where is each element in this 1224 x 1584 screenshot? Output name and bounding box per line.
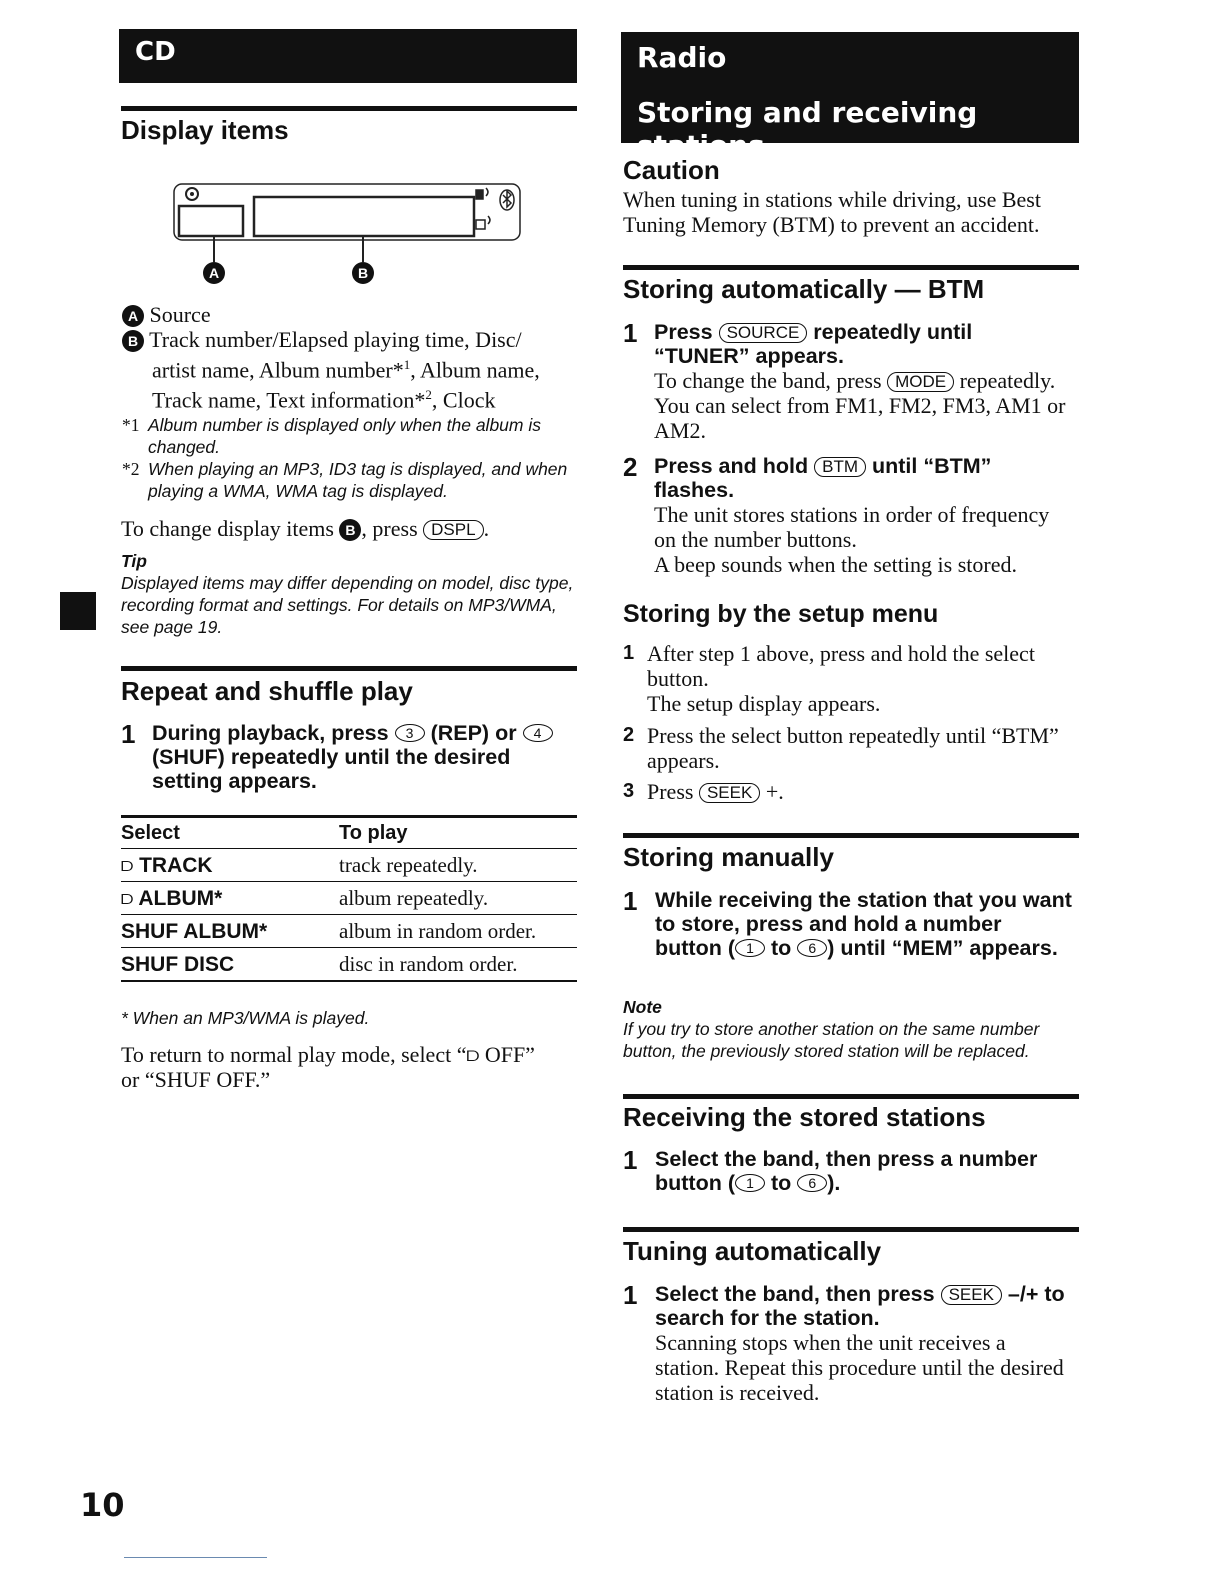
legend-text-b-2-tail: , Album name,: [410, 357, 540, 383]
step-number: 1: [623, 1280, 638, 1310]
select-value: TRACK: [139, 854, 213, 877]
section-rule: [623, 833, 1079, 838]
section-rule: [121, 106, 577, 111]
select-cell: [121, 849, 339, 882]
setup-item-3-b: +.: [765, 779, 784, 804]
bottom-edge-line: [124, 1557, 267, 1558]
setup-item-1-result: The setup display appears.: [647, 691, 881, 716]
display-legend: [122, 302, 582, 413]
button-6: 6: [797, 939, 827, 957]
footnote-ref-2: 2: [425, 387, 432, 403]
receiving-step-text: [655, 1147, 1073, 1195]
change-display-mid: , press: [361, 516, 418, 541]
manual-note: [623, 996, 1079, 1062]
section-rule: [623, 1094, 1079, 1099]
setup-item-number: 2: [623, 724, 635, 746]
legend-text-b-3-line: [122, 382, 582, 412]
btm-step-1-body: [654, 368, 1073, 443]
section-rule: [623, 1227, 1079, 1232]
btm-s2-body-1: The unit stores stations in order of frequency on the number buttons.: [654, 502, 1050, 552]
manual-step-1: [623, 888, 1073, 960]
note-text: If you try to store another station on the same number button, the previously stored station will be replaced.: [623, 1019, 1040, 1061]
change-display-end: .: [483, 516, 490, 541]
change-display-text: To change display items: [121, 516, 334, 541]
table-footnote: * When an MP3/WMA is played.: [121, 1008, 370, 1028]
repeat-shuffle-heading: Repeat and shuffle play: [121, 676, 413, 706]
setup-menu-heading: Storing by the setup menu: [623, 600, 939, 628]
button-3: 3: [395, 724, 425, 742]
repeat-step-c: (SHUF) repeatedly until the desired setting appears.: [152, 745, 511, 793]
note-label: Note: [623, 997, 662, 1017]
repeat-step-text: [152, 721, 577, 793]
select-cell: SHUF DISC: [121, 948, 339, 982]
receiving-s1-b: ).: [827, 1171, 841, 1195]
storing-receiving-title: Storing and receiving stations: [637, 96, 978, 162]
col-select-header: Select: [121, 817, 339, 849]
caution-heading: Caution: [623, 155, 720, 185]
btm-s1-a: Press: [654, 320, 713, 344]
repeat-icon: ⫐: [121, 887, 134, 910]
table-row: [121, 948, 577, 982]
table-row: [121, 849, 577, 882]
source-button: SOURCE: [719, 323, 808, 343]
change-display-line: [121, 516, 489, 541]
repeat-shuffle-table: [121, 815, 577, 982]
step-number: 1: [623, 318, 638, 348]
legend-text-b-3: Track name, Text information*: [152, 387, 426, 413]
play-cell: album in random order.: [339, 915, 577, 948]
legend-text-a: Source: [149, 302, 211, 327]
tip-block: [121, 550, 581, 638]
tuning-step-1: [623, 1282, 1073, 1405]
footnote-2-text: When playing an MP3, ID3 tag is displayed, and when playing a WMA, WMA tag is displayed.: [148, 459, 568, 501]
footnote-1-mark: *1: [122, 415, 140, 435]
status-icons: [476, 188, 514, 229]
receiving-stored-heading: Receiving the stored stations: [623, 1102, 986, 1132]
play-cell: disc in random order.: [339, 948, 577, 982]
btm-heading: Storing automatically — BTM: [623, 274, 985, 304]
cd-header-title: CD: [135, 37, 176, 67]
play-cell: album repeatedly.: [339, 882, 577, 915]
btm-s1-c: “TUNER” appears.: [654, 344, 844, 368]
button-1: 1: [735, 939, 765, 957]
repeat-icon: ⫐: [121, 854, 134, 877]
radio-header-title: Radio: [637, 41, 727, 74]
select-cell: SHUF ALBUM*: [121, 915, 339, 948]
btm-step-2-text: [654, 454, 1073, 502]
legend-text-b-2: artist name, Album number*: [152, 357, 404, 383]
legend-text-b-1: Track number/Elapsed playing time, Disc/: [149, 327, 522, 352]
tuning-s1-b: –/+ to search for the station.: [655, 1282, 1065, 1330]
footnote-2: [122, 458, 582, 502]
return-normal-text: [121, 1042, 581, 1092]
page-number: 10: [80, 1486, 125, 1524]
repeat-step-1: [121, 721, 577, 793]
setup-item-number: 1: [623, 642, 635, 664]
button-4: 4: [523, 724, 553, 742]
tuning-s1-a: Select the band, then press: [655, 1282, 935, 1306]
button-1: 1: [735, 1174, 765, 1192]
btm-s1-body-a: To change the band, press: [654, 368, 882, 393]
table-row: [121, 882, 577, 915]
btm-step-2-body: [654, 502, 1073, 577]
receiving-s1-to: to: [770, 1171, 792, 1195]
step-number: 2: [623, 452, 638, 482]
caution-text: When tuning in stations while driving, use Best Tuning Memory (BTM) to prevent an accident.: [623, 187, 1041, 237]
btm-s2-b: until “BTM”: [871, 454, 992, 478]
btm-step-1-text: [654, 320, 1073, 368]
dspl-button: DSPL: [423, 520, 483, 540]
footnote-2-mark: *2: [122, 459, 140, 479]
btm-s2-body-2: A beep sounds when the setting is stored.: [654, 552, 1017, 577]
footnote-ref-1: 1: [403, 357, 411, 372]
select-cell: [121, 882, 339, 915]
cd-header-bar: [119, 29, 577, 83]
btm-s1-b: repeatedly until: [813, 320, 973, 344]
display-main-window: [254, 197, 474, 236]
setup-item-number: 3: [623, 780, 635, 802]
tuning-step-body: Scanning stops when the unit receives a station. Repeat this procedure until the desired station is received.: [655, 1330, 1064, 1405]
display-source-window: [179, 206, 243, 236]
setup-item-3-a: Press: [647, 779, 694, 804]
repeat-step-b: (REP) or: [430, 721, 517, 745]
footnote-1-text: Album number is displayed only when the album is changed.: [148, 415, 541, 457]
manual-step-text: [655, 888, 1073, 960]
receiving-s1-a: Select the band, then press a number button (: [655, 1147, 1038, 1195]
change-display-badge-b: B: [339, 519, 361, 541]
section-rule: [121, 666, 577, 671]
setup-item-1: [623, 641, 1073, 716]
btm-s1-body-b: repeatedly. You can select from FM1, FM2, FM3, AM1 or AM2.: [654, 368, 1066, 443]
select-value: ALBUM*: [138, 887, 223, 910]
diagram-badge-a: A: [203, 262, 225, 284]
setup-menu-list: [623, 641, 1073, 804]
display-panel-outline: [174, 184, 520, 240]
setup-item-2-text: Press the select button repeatedly until “BTM” appears.: [647, 723, 1059, 773]
play-cell: track repeatedly.: [339, 849, 577, 882]
diagram-badge-b: B: [352, 262, 374, 284]
legend-badge-b: B: [122, 330, 144, 352]
legend-item-b: [122, 327, 582, 352]
storing-manually-heading: Storing manually: [623, 842, 834, 872]
step-number: 1: [121, 719, 136, 749]
repeat-step-a: During playback, press: [152, 721, 389, 745]
return-text-a: To return to normal play mode, select “: [121, 1042, 467, 1067]
setup-item-3: [623, 779, 1073, 804]
section-rule: [623, 265, 1079, 270]
tuning-step-text: [655, 1282, 1073, 1330]
seek-button: SEEK: [699, 783, 760, 803]
radio-header-bar: [621, 32, 1079, 162]
legend-text-b-3-tail: , Clock: [431, 387, 496, 413]
display-items-heading: Display items: [121, 115, 289, 145]
manual-s1-to: to: [770, 936, 792, 960]
mode-button: MODE: [887, 372, 954, 392]
display-footnotes: [122, 414, 582, 502]
footnote-1: [122, 414, 582, 458]
receiving-step-1: [623, 1147, 1073, 1195]
step-number: 1: [623, 1145, 638, 1175]
margin-tab-marker: [60, 592, 96, 630]
col-play-header: To play: [339, 817, 577, 849]
legend-item-a: [122, 302, 582, 327]
return-line-1: [121, 1042, 581, 1067]
step-number: 1: [623, 886, 638, 916]
manual-s1-a: While receiving the station that you want to store, press and hold a number button (: [655, 888, 1072, 960]
seek-button: SEEK: [941, 1285, 1002, 1305]
btm-s2-c: flashes.: [654, 478, 735, 502]
btm-step-2: [623, 454, 1073, 577]
setup-item-2: [623, 723, 1073, 773]
tuning-auto-heading: Tuning automatically: [623, 1236, 882, 1266]
btm-s2-a: Press and hold: [654, 454, 809, 478]
setup-item-3-text: [647, 779, 1073, 804]
button-6: 6: [797, 1174, 827, 1192]
return-text-c: or “SHUF OFF.”: [121, 1067, 271, 1092]
return-text-b: OFF”: [479, 1042, 535, 1067]
tip-text: Displayed items may differ depending on model, disc type, recording format and settings. For details on MP3/WMA, see page 19.: [121, 573, 574, 637]
setup-item-1-text: After step 1 above, press and hold the select button.: [647, 641, 1035, 691]
table-row: [121, 915, 577, 948]
btm-button: BTM: [814, 457, 866, 477]
legend-text-b-2-line: [122, 352, 582, 382]
table-header-row: [121, 817, 577, 849]
repeat-icon: ⫐: [466, 1042, 480, 1067]
btm-step-1: [623, 320, 1073, 443]
legend-badge-a: A: [122, 305, 144, 327]
tip-label: Tip: [121, 551, 147, 571]
manual-s1-b: ) until “MEM” appears.: [827, 936, 1058, 960]
